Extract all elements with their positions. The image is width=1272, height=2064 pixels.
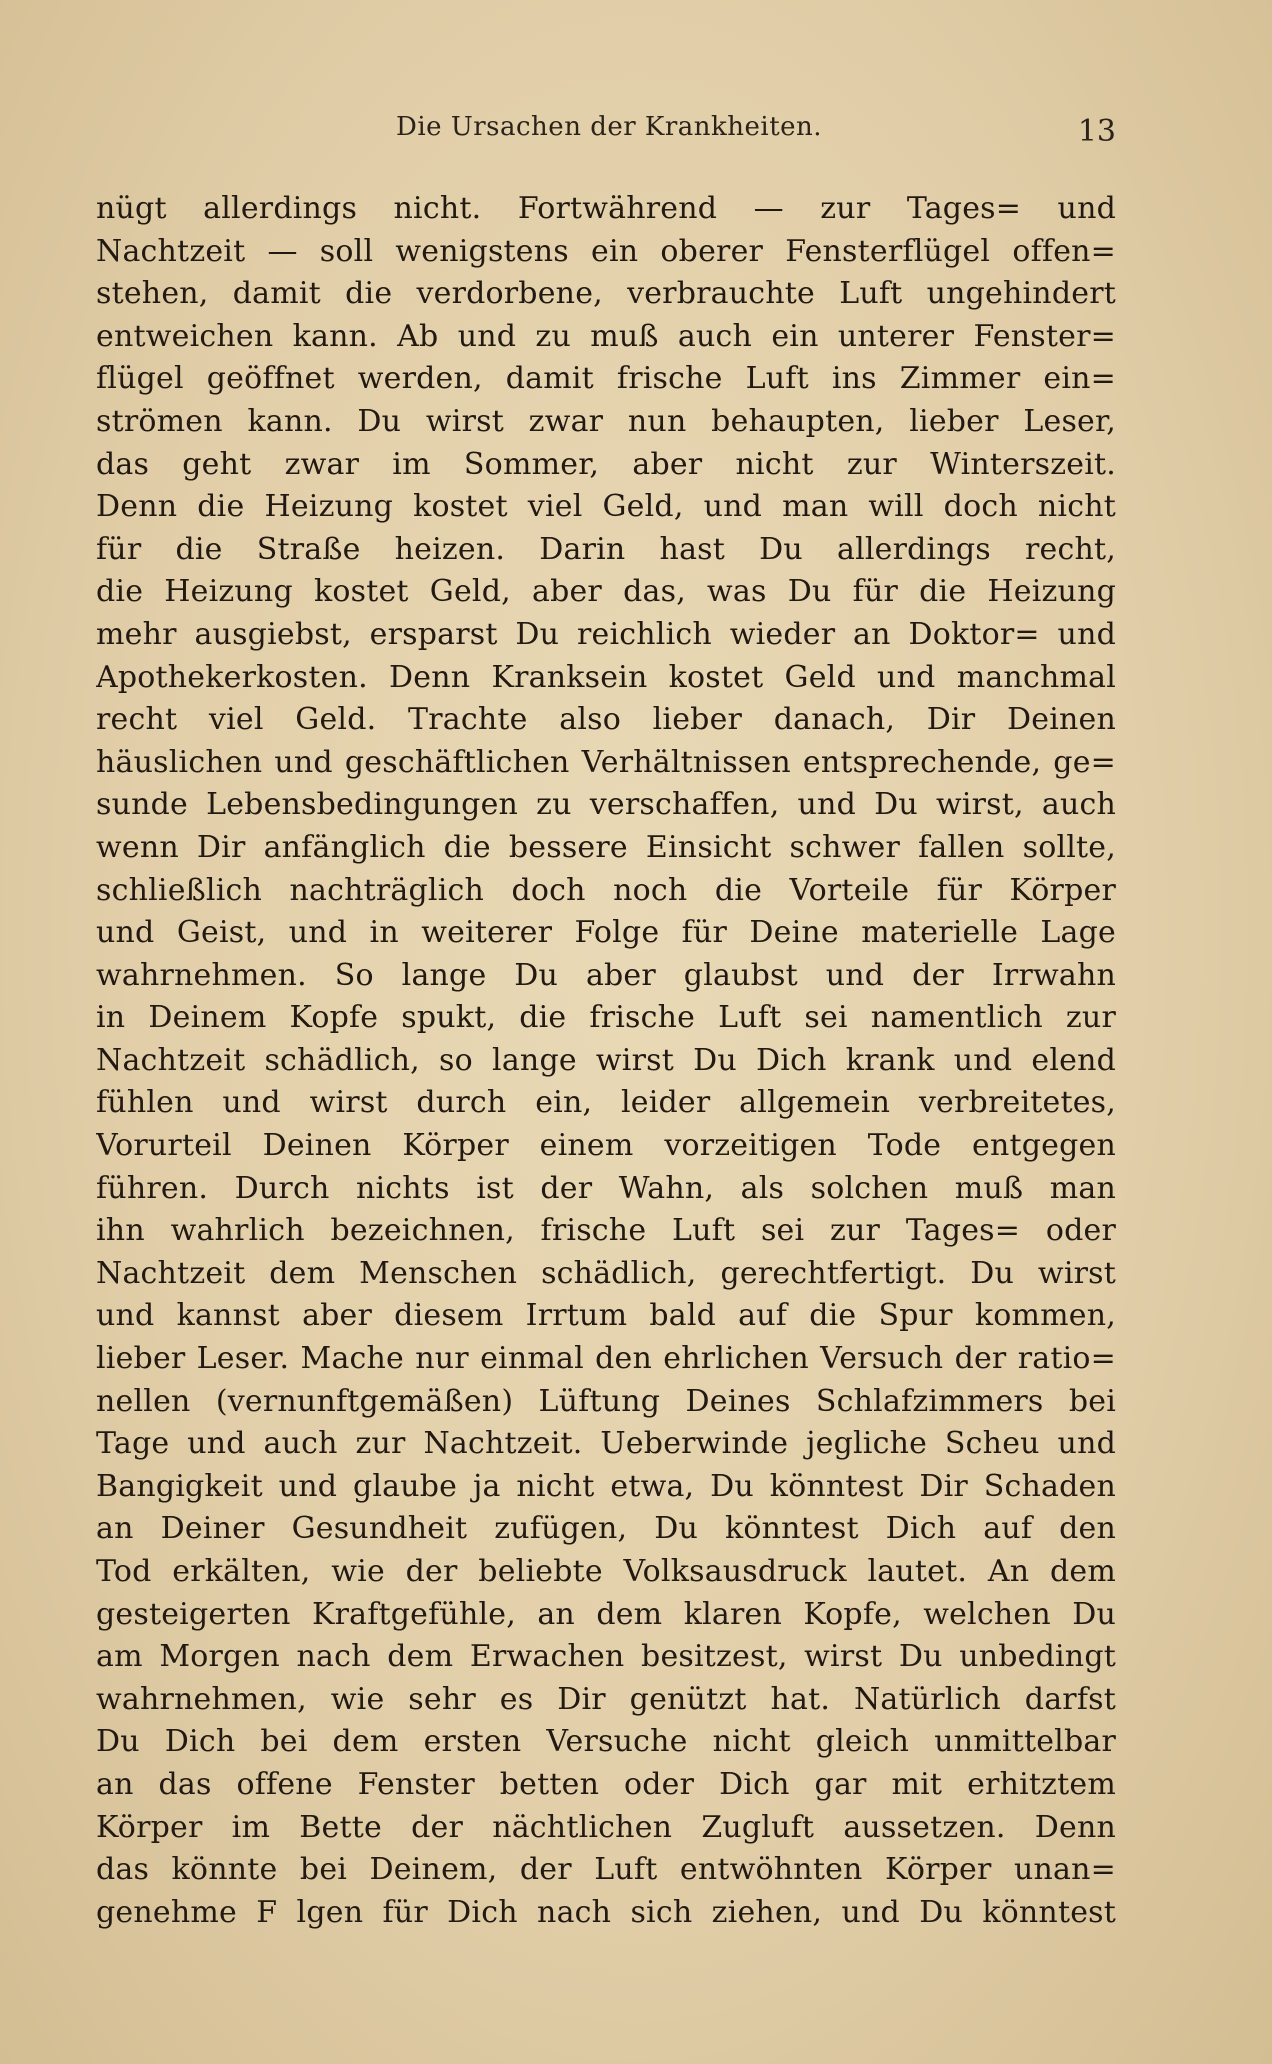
text-line: schließlich nachträglich doch noch die Vorteile für Körper bbox=[96, 872, 1116, 908]
text-line: recht viel Geld. Trachte also lieber danach, Dir Deinen bbox=[96, 702, 1116, 738]
text-line: wenn Dir anfänglich die bessere Einsicht schwer fallen sollte, bbox=[96, 829, 1116, 865]
text-line: das könnte bei Deinem, der Luft entwöhnten Körper unan= bbox=[96, 1852, 1116, 1888]
page-header bbox=[96, 112, 1116, 152]
text-line: genehme F lgen für Dich nach sich ziehen, und Du könntest bbox=[96, 1894, 1116, 1930]
running-head: Die Ursachen der Krankheiten. bbox=[396, 112, 823, 142]
text-line: Apothekerkosten. Denn Kranksein kostet Geld und manchmal bbox=[96, 659, 1116, 695]
text-line: führen. Durch nichts ist der Wahn, als solchen muß man bbox=[96, 1170, 1116, 1206]
text-line: nellen (vernunftgemäßen) Lüftung Deines Schlafzimmers bei bbox=[96, 1383, 1116, 1419]
text-line: flügel geöffnet werden, damit frische Luft ins Zimmer ein= bbox=[96, 361, 1116, 397]
page-number: 13 bbox=[1077, 114, 1116, 149]
text-line: gesteigerten Kraftgefühle, an dem klaren Kopfe, welchen Du bbox=[96, 1596, 1116, 1632]
text-line: lieber Leser. Mache nur einmal den ehrlichen Versuch der ratio= bbox=[96, 1341, 1116, 1377]
text-line: entweichen kann. Ab und zu muß auch ein unterer Fenster= bbox=[96, 318, 1116, 354]
text-line: und kannst aber diesem Irrtum bald auf die Spur kommen, bbox=[96, 1298, 1116, 1334]
text-line: Vorurteil Deinen Körper einem vorzeitigen Tode entgegen bbox=[96, 1128, 1116, 1164]
text-line: fühlen und wirst durch ein, leider allgemein verbreitetes, bbox=[96, 1085, 1116, 1121]
text-line: Tod erkälten, wie der beliebte Volksausdruck lautet. An dem bbox=[96, 1554, 1116, 1589]
text-line: Nachtzeit dem Menschen schädlich, gerechtfertigt. Du wirst bbox=[96, 1255, 1116, 1291]
text-line: häuslichen und geschäftlichen Verhältnissen entsprechende, ge= bbox=[96, 744, 1116, 780]
text-line: Tage und auch zur Nachtzeit. Ueberwinde jegliche Scheu und bbox=[96, 1426, 1116, 1462]
text-line: mehr ausgiebst, ersparst Du reichlich wieder an Doktor= und bbox=[96, 616, 1116, 652]
text-line: Du Dich bei dem ersten Versuche nicht gleich unmittelbar bbox=[96, 1724, 1116, 1760]
text-line: an Deiner Gesundheit zufügen, Du könntest Dich auf den bbox=[96, 1511, 1116, 1547]
text-line: wahrnehmen. So lange Du aber glaubst und der Irrwahn bbox=[96, 957, 1116, 993]
text-line: am Morgen nach dem Erwachen besitzest, wirst Du unbedingt bbox=[96, 1639, 1116, 1675]
text-line: wahrnehmen, wie sehr es Dir genützt hat. Natürlich darfst bbox=[96, 1681, 1116, 1717]
text-line: stehen, damit die verdorbene, verbrauchte Luft ungehindert bbox=[96, 276, 1116, 312]
text-line: strömen kann. Du wirst zwar nun behaupten, lieber Leser, bbox=[96, 403, 1116, 439]
text-line: sunde Lebensbedingungen zu verschaffen, und Du wirst, auch bbox=[96, 787, 1116, 823]
text-line: Nachtzeit schädlich, so lange wirst Du Dich krank und elend bbox=[96, 1042, 1116, 1078]
text-line: Bangigkeit und glaube ja nicht etwa, Du könntest Dir Schaden bbox=[96, 1468, 1116, 1504]
text-line: für die Straße heizen. Darin hast Du allerdings recht, bbox=[96, 531, 1116, 567]
text-line: und Geist, und in weiterer Folge für Deine materielle Lage bbox=[96, 915, 1116, 951]
text-line: die Heizung kostet Geld, aber das, was Du für die Heizung bbox=[96, 574, 1116, 610]
text-line: nügt allerdings nicht. Fortwährend — zur Tages= und bbox=[96, 191, 1116, 226]
text-line: an das offene Fenster betten oder Dich gar mit erhitztem bbox=[96, 1766, 1116, 1802]
text-line: Körper im Bette der nächtlichen Zugluft aussetzen. Denn bbox=[96, 1809, 1116, 1845]
text-line: Nachtzeit — soll wenigstens ein oberer Fensterflügel offen= bbox=[96, 233, 1116, 269]
text-line: in Deinem Kopfe spukt, die frische Luft sei namentlich zur bbox=[96, 1000, 1116, 1036]
text-line: das geht zwar im Sommer, aber nicht zur Winterszeit. bbox=[96, 446, 1116, 482]
text-line: Denn die Heizung kostet viel Geld, und man will doch nicht bbox=[96, 489, 1116, 525]
body-text bbox=[96, 188, 1116, 1934]
text-line: ihn wahrlich bezeichnen, frische Luft sei zur Tages= oder bbox=[96, 1213, 1116, 1249]
